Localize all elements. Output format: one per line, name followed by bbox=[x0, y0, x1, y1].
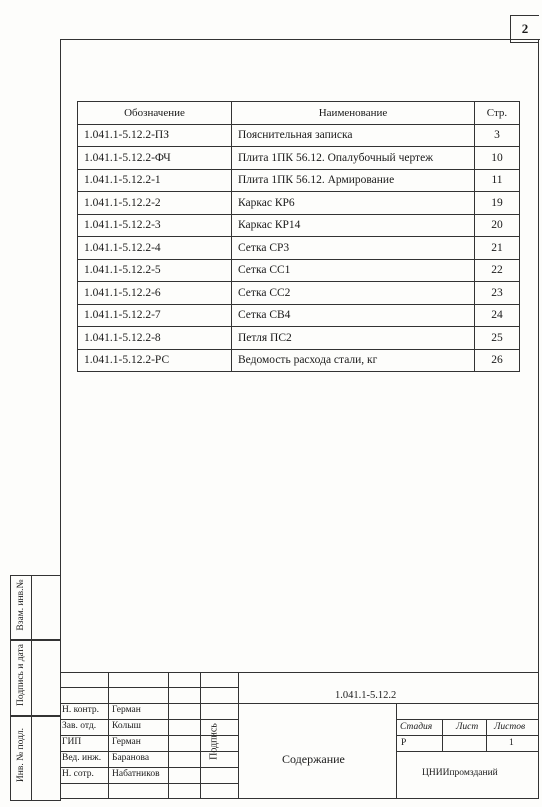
page-cell: 11 bbox=[475, 169, 520, 192]
designation-cell: 1.041.1-5.12.2-3 bbox=[78, 214, 232, 237]
contents-table bbox=[77, 101, 520, 372]
contents-row bbox=[78, 147, 520, 170]
name-cell: Пояснительная записка bbox=[232, 124, 475, 147]
side-field-inv bbox=[30, 715, 61, 801]
side-stamp-podpis bbox=[10, 639, 32, 717]
page-cell: 21 bbox=[475, 237, 520, 260]
side-label-vzam: Взам. инв.№ bbox=[16, 579, 26, 631]
role-label: Н. контр. bbox=[62, 705, 99, 715]
name-cell: Сетка СВ4 bbox=[232, 304, 475, 327]
page-cell: 3 bbox=[475, 124, 520, 147]
organization: ЦНИИпромзданий bbox=[422, 768, 498, 778]
page-cell: 10 bbox=[475, 147, 520, 170]
name-cell: Сетка СР3 bbox=[232, 237, 475, 260]
contents-row bbox=[78, 192, 520, 215]
contents-row bbox=[78, 327, 520, 350]
role-name: Колыш bbox=[112, 721, 141, 731]
role-label: Зав. отд. bbox=[62, 721, 97, 731]
role-label: ГИП bbox=[62, 737, 82, 747]
designation-cell: 1.041.1-5.12.2-5 bbox=[78, 259, 232, 282]
designation-cell: 1.041.1-5.12.2-ПЗ bbox=[78, 124, 232, 147]
sheet-title: Содержание bbox=[282, 752, 345, 766]
role-name: Герман bbox=[112, 737, 141, 747]
name-cell: Петля ПС2 bbox=[232, 327, 475, 350]
designation-cell: 1.041.1-5.12.2-6 bbox=[78, 282, 232, 305]
role-name: Набатников bbox=[112, 769, 160, 779]
stage-label: Стадия bbox=[400, 722, 433, 732]
doc-code: 1.041.1-5.12.2 bbox=[335, 690, 397, 701]
contents-row bbox=[78, 237, 520, 260]
name-cell: Плита 1ПК 56.12. Опалубочный чертеж bbox=[232, 147, 475, 170]
designation-cell: 1.041.1-5.12.2-ФЧ bbox=[78, 147, 232, 170]
name-cell: Сетка СС2 bbox=[232, 282, 475, 305]
contents-header-row bbox=[78, 102, 520, 125]
page-cell: 19 bbox=[475, 192, 520, 215]
page-cell: 22 bbox=[475, 259, 520, 282]
header-name: Наименование bbox=[232, 102, 475, 125]
stage-value: Р bbox=[401, 738, 407, 748]
contents-row bbox=[78, 124, 520, 147]
role-label: Н. сотр. bbox=[62, 769, 94, 779]
side-label-inv: Инв. № подл. bbox=[16, 727, 26, 783]
page-cell: 20 bbox=[475, 214, 520, 237]
contents-row bbox=[78, 214, 520, 237]
designation-cell: 1.041.1-5.12.2-РС bbox=[78, 349, 232, 372]
designation-cell: 1.041.1-5.12.2-4 bbox=[78, 237, 232, 260]
header-page: Стр. bbox=[475, 102, 520, 125]
side-label-podpis: Подпись и дата bbox=[16, 644, 26, 707]
contents-row bbox=[78, 349, 520, 372]
contents-row bbox=[78, 259, 520, 282]
role-label: Вед. инж. bbox=[62, 753, 102, 763]
contents-row bbox=[78, 169, 520, 192]
header-designation: Обозначение bbox=[78, 102, 232, 125]
side-field-vzam bbox=[30, 575, 61, 641]
frame-top-border bbox=[60, 39, 540, 40]
designation-cell: 1.041.1-5.12.2-1 bbox=[78, 169, 232, 192]
page-cell: 23 bbox=[475, 282, 520, 305]
name-cell: Каркас КР6 bbox=[232, 192, 475, 215]
name-cell: Каркас КР14 bbox=[232, 214, 475, 237]
designation-cell: 1.041.1-5.12.2-7 bbox=[78, 304, 232, 327]
role-name: Герман bbox=[112, 705, 141, 715]
role-name: Баранова bbox=[112, 753, 150, 763]
title-block bbox=[60, 672, 538, 799]
page-cell: 26 bbox=[475, 349, 520, 372]
contents-row bbox=[78, 304, 520, 327]
frame-right-border bbox=[538, 39, 539, 799]
name-cell: Сетка СС1 bbox=[232, 259, 475, 282]
side-stamp-inv bbox=[10, 715, 32, 801]
sheet-label: Лист bbox=[456, 722, 479, 732]
signature-label: Подпись bbox=[208, 723, 220, 760]
page-cell: 25 bbox=[475, 327, 520, 350]
sheets-value: 1 bbox=[509, 738, 514, 748]
name-cell: Ведомость расхода стали, кг bbox=[232, 349, 475, 372]
contents-row bbox=[78, 282, 520, 305]
side-field-podpis bbox=[30, 639, 61, 717]
name-cell: Плита 1ПК 56.12. Армирование bbox=[232, 169, 475, 192]
designation-cell: 1.041.1-5.12.2-2 bbox=[78, 192, 232, 215]
page-number: 2 bbox=[510, 15, 539, 43]
sheets-label: Листов bbox=[494, 722, 526, 732]
side-stamp-vzam bbox=[10, 575, 32, 641]
page-cell: 24 bbox=[475, 304, 520, 327]
designation-cell: 1.041.1-5.12.2-8 bbox=[78, 327, 232, 350]
